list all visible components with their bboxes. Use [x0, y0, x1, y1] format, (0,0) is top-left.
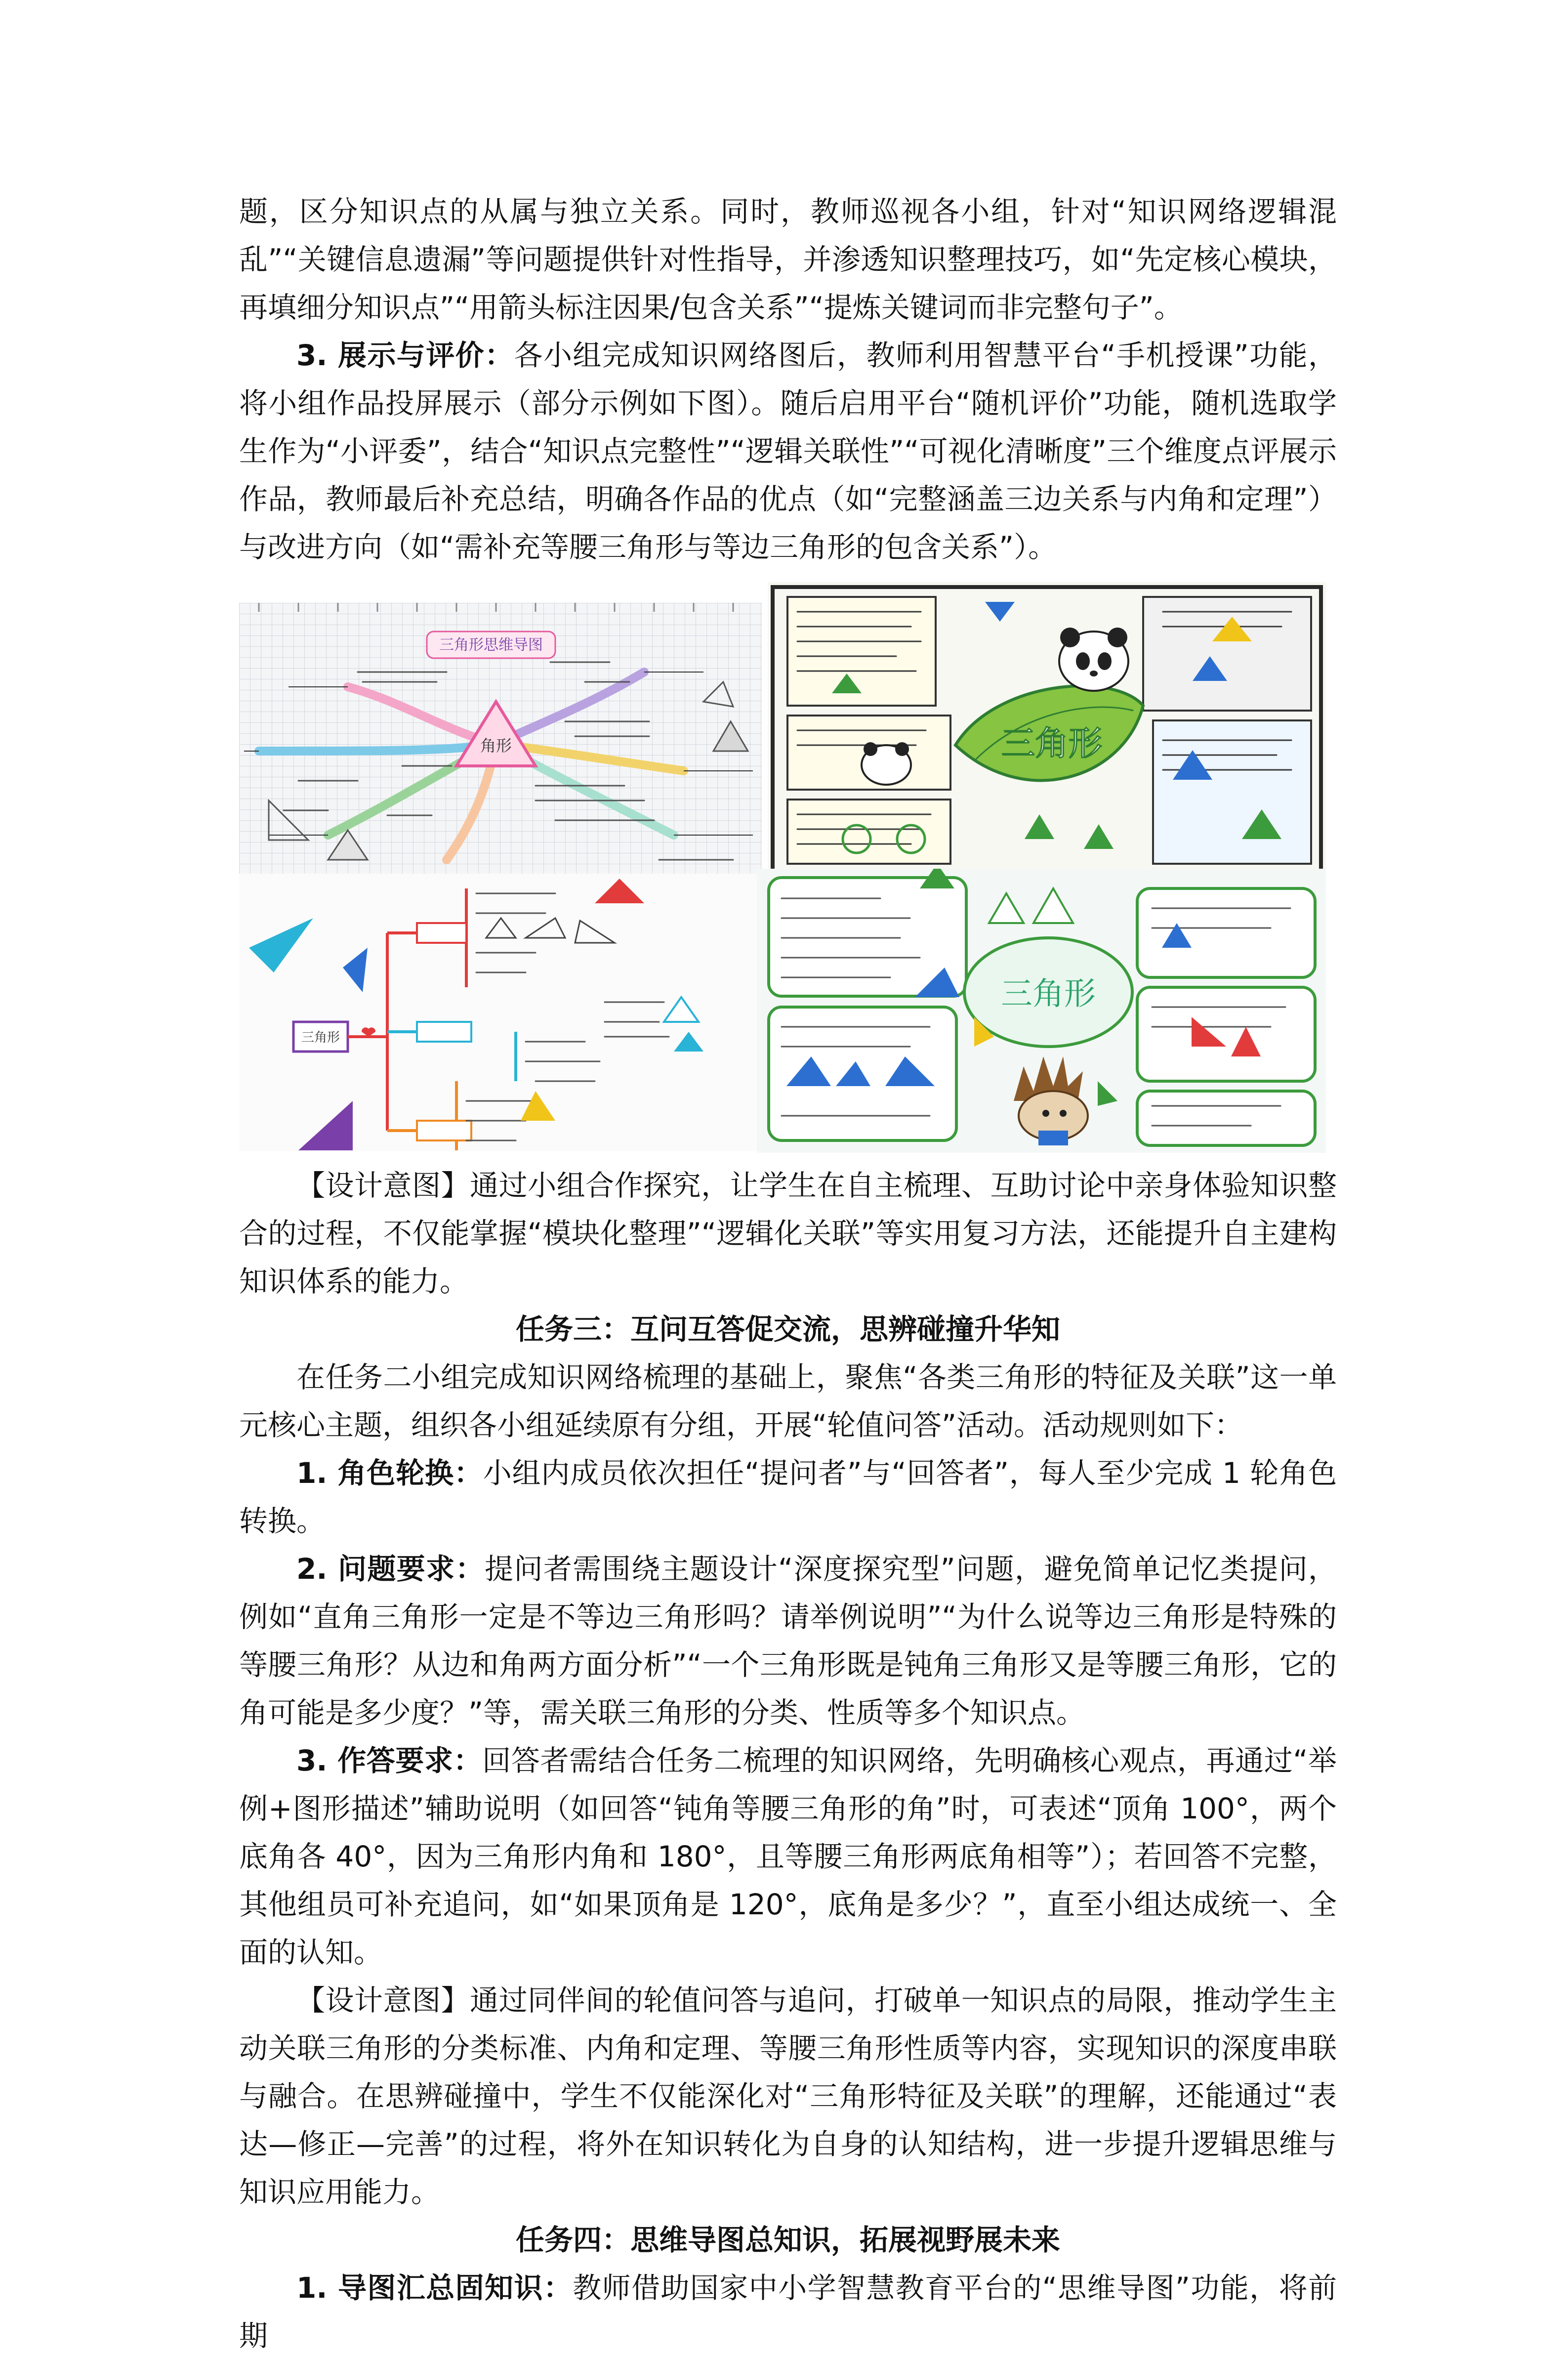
paragraph	[239, 332, 1337, 571]
section-heading-task4: 任务四：思维导图总知识，拓展视野展未来	[515, 2223, 1060, 2257]
paragraph-text: 教师借助国家中小学智慧教育平台的“思维导图”功能，将前期	[239, 2271, 1337, 2353]
mindmap-center-label: 角形	[480, 736, 512, 755]
paragraph-text: 各小组完成知识网络图后，教师利用智慧平台“手机授课”功能，将小组作品投屏展示（部分示例如下图）。随后启用平台“随机评价”功能，随机选取学生作为“小评委”，结合“知识点完整性”“逻辑关联性”“可视化清晰度”三个维度点评展示作品，教师最后补充总结，明确各作品的优点（如“完整涵盖三边关系与内角和定理”）与改进方向（如“需补充等腰三角形与等边三角形的包含关系”）。	[239, 338, 1337, 564]
paragraph-text: 回答者需结合任务二梳理的知识网络，先明确核心观点，再通过“举例+图形描述”辅助说明（如回答“钝角等腰三角形的角”时，可表述“顶角 100°，两个底角各 40°，因为三角形内角和 180°，且等腰三角形两底角相等”）；若回答不完整，其他组员可补充追问，如“如果顶角是 120°，底角是多少？”，直至小组达成统一、全面的认知。	[239, 1744, 1337, 1969]
paragraph-lead: 1. 导图汇总固知识：	[296, 2271, 573, 2305]
rule-item-role-rotation	[239, 1449, 1337, 1545]
rule-item-question-requirements	[239, 1545, 1337, 1737]
tree-mindmap-photo	[239, 874, 762, 1151]
poster-title-label: 三角形	[1001, 724, 1103, 763]
paragraph-lead: 3. 展示与评价：	[296, 338, 514, 372]
design-intent-paragraph: 【设计意图】通过小组合作探究，让学生在自主梳理、互助讨论中亲身体验知识整合的过程，不仅能掌握“模块化整理”“逻辑化关联”等实用复习方法，还能提升自主建构知识体系的能力。	[239, 1169, 1337, 1298]
paragraph-lead: 3. 作答要求：	[296, 1744, 483, 1777]
paragraph-text: 小组内成员依次担任“提问者”与“回答者”，每人至少完成 1 轮角色转换。	[239, 1456, 1337, 1538]
mindmap-photo-grid	[239, 603, 762, 877]
document-page	[239, 188, 1337, 2360]
design-intent-paragraph: 【设计意图】通过同伴间的轮值问答与追问，打破单一知识点的局限，推动学生主动关联三角形的分类标准、内角和定理、等腰三角形性质等内容，实现知识的深度串联与融合。在思辨碰撞中，学生不仅能深化对“三角形特征及关联”的理解，还能通过“表达—修正—完善”的过程，将外在知识转化为自身的认知结构，进一步提升逻辑思维与知识应用能力。	[239, 1983, 1337, 2209]
paragraph-lead: 2. 问题要求：	[296, 1552, 485, 1586]
poster-center-label: 三角形	[1001, 976, 1096, 1012]
paragraph-text: 提问者需围绕主题设计“深度探究型”问题，避免简单记忆类提问，例如“直角三角形一定是不等边三角形吗？请举例说明”“为什么说等边三角形是特殊的等腰三角形？从边和角两方面分析”“一个三角形既是钝角三角形又是等腰三角形，它的角可能是多少度？”等，需关联三角形的分类、性质等多个知识点。	[239, 1552, 1337, 1729]
paragraph: 在任务二小组完成知识网络梳理的基础上，聚焦“各类三角形的特征及关联”这一单元核心主题，组织各小组延续原有分组，开展“轮值问答”活动。活动规则如下：	[239, 1360, 1337, 1442]
paragraph: 题，区分知识点的从属与独立关系。同时，教师巡视各小组，针对“知识网络逻辑混乱”“关键信息遗漏”等问题提供针对性指导，并渗透知识整理技巧，如“先定核心模块，再填细分知识点”“用箭头标注因果/包含关系”“提炼关键词而非完整句子”。	[239, 195, 1337, 324]
handdrawn-poster-hedgehog	[757, 869, 1326, 1153]
section-heading-task3: 任务三：互问互答促交流，思辨碰撞升华知	[515, 1312, 1060, 1346]
tree-root-label: 三角形	[301, 1030, 340, 1045]
handdrawn-poster-panda	[768, 582, 1326, 885]
mindmap-title: 三角形思维导图	[439, 636, 543, 654]
paragraph	[239, 2264, 1337, 2360]
student-mindmap-figure	[239, 582, 1337, 1153]
rule-item-answer-requirements	[239, 1737, 1337, 1977]
paragraph-lead: 1. 角色轮换：	[296, 1456, 483, 1490]
